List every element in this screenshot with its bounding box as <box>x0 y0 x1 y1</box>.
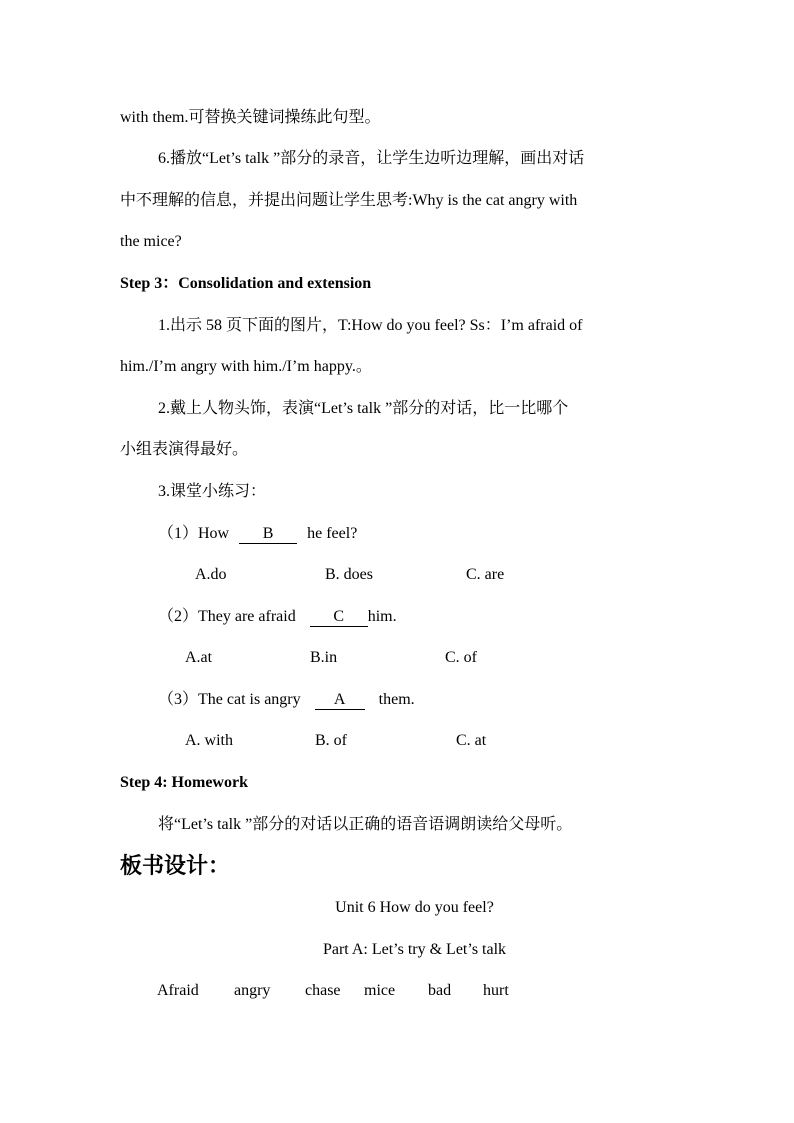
exercise-2-prefix: （2）They are afraid <box>158 608 296 625</box>
exercise-3-option-b: B. of <box>315 732 347 749</box>
exercise-3-prefix: （3）The cat is angry <box>158 691 301 708</box>
exercise-1-option-c: C. are <box>466 566 505 583</box>
board-word-5: bad <box>428 982 452 999</box>
item6-line3: the mice? <box>120 233 182 250</box>
exercise-1-option-a: A.do <box>195 566 227 583</box>
board-word-3: chase <box>305 982 341 999</box>
step3-item3: 3.课堂小练习： <box>158 483 267 500</box>
board-word-4: mice <box>364 982 396 999</box>
step3-item1-line1: 1.出示 58 页下面的图片，T:How do you feel? Ss：I’m afraid of <box>158 317 583 334</box>
step2-tail-text: with them.可替换关键词操练此句型。 <box>120 109 381 126</box>
exercise-3-answer-blank: A <box>315 691 365 710</box>
exercise-1-answer-blank: B <box>239 525 297 544</box>
step3-item1-line2: him./I’m angry with him./I’m happy.。 <box>120 358 372 375</box>
exercise-1-option-b: B. does <box>325 566 373 583</box>
exercise-3-option-c: C. at <box>456 732 487 749</box>
item6-line1: 6.播放“Let’s talk ”部分的录音，让学生边听边理解，画出对话 <box>158 150 585 167</box>
step4-title: Step 4: Homework <box>120 774 248 791</box>
board-title: Unit 6 How do you feel? <box>335 899 494 916</box>
exercise-3-suffix: them. <box>378 691 415 708</box>
exercise-2-answer-blank: C <box>310 608 368 627</box>
exercise-3-option-a: A. with <box>185 732 233 749</box>
exercise-2-suffix: him. <box>367 608 397 625</box>
step3-item2-line1: 2.戴上人物头饰，表演“Let’s talk ”部分的对话，比一比哪个 <box>158 400 569 417</box>
board-design-heading: 板书设计： <box>120 853 231 878</box>
exercise-1-prefix: （1）How <box>158 525 230 542</box>
exercise-3-question <box>158 690 415 710</box>
exercise-2-question <box>158 607 397 627</box>
exercise-2-option-a: A.at <box>185 649 213 666</box>
board-word-1: Afraid <box>157 982 199 999</box>
step4-text: 将“Let’s talk ”部分的对话以正确的语音语调朗读给父母听。 <box>158 816 573 833</box>
exercise-2-option-b: B.in <box>310 649 338 666</box>
board-word-6: hurt <box>483 982 509 999</box>
step3-title: Step 3：Consolidation and extension <box>120 275 372 292</box>
board-word-2: angry <box>234 982 271 999</box>
step3-item2-line2: 小组表演得最好。 <box>120 441 249 458</box>
exercise-1-suffix: he feel? <box>307 525 358 542</box>
board-subtitle: Part A: Let’s try & Let’s talk <box>322 941 507 958</box>
item6-line2: 中不理解的信息，并提出问题让学生思考:Why is the cat angry with <box>120 192 578 209</box>
exercise-2-option-c: C. of <box>445 649 477 666</box>
exercise-1-question <box>158 524 357 544</box>
